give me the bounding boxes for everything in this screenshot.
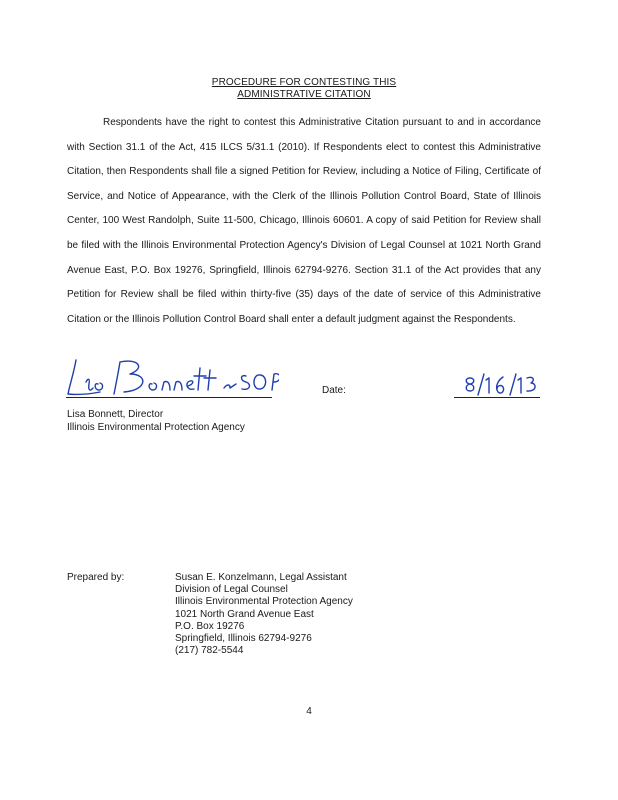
handwritten-date	[462, 372, 540, 398]
prepared-by-line: Susan E. Konzelmann, Legal Assistant	[175, 572, 347, 583]
date-line	[454, 397, 540, 398]
signature-line	[66, 397, 272, 398]
prepared-by-block	[175, 572, 353, 657]
prepared-by-line: P.O. Box 19276	[175, 620, 245, 632]
title-line-1: PROCEDURE FOR CONTESTING THIS	[211, 77, 397, 88]
page-number: 4	[306, 706, 312, 717]
prepared-by-label: Prepared by:	[67, 572, 125, 583]
signer-organization: Illinois Environmental Protection Agency	[67, 422, 245, 433]
prepared-by-line: Illinois Environmental Protection Agency	[175, 596, 353, 608]
date-label: Date:	[322, 385, 346, 396]
prepared-by-line: Springfield, Illinois 62794-9276	[175, 633, 312, 645]
prepared-by-line: Division of Legal Counsel	[175, 584, 288, 596]
prepared-by-line: 1021 North Grand Avenue East	[175, 608, 314, 620]
prepared-by-line: (217) 782-5544	[175, 645, 244, 657]
procedure-paragraph: Respondents have the right to contest this Administrative Citation pursuant to and in accordance with Section 31.1 of the Act, 415 ILCS 5/31.1 (2010). If Respondents elect to contest this Administrative Citation, then Respondents shall file a signed Petition for Review, including a Notice of Filing, Certificate of Service, and Notice of Appearance, with the Clerk of the Illinois Pollution Control Board, State of Illinois Center, 100 West Randolph, Suite 11-500, Chicago, Illinois 60601. A copy of said Petition for Review shall be filed with the Illinois Environmental Protection Agency's Division of Legal Counsel at 1021 North Grand Avenue East, P.O. Box 19276, Springfield, Illinois 62794-9276. Section 31.1 of the Act provides that any Petition for Review shall be filed within thirty-five (35) days of the date of service of this Administrative Citation or the Illinois Pollution Control Board shall enter a default judgment against the Respondents.	[67, 117, 541, 325]
signer-name: Lisa Bonnett, Director	[67, 409, 164, 420]
title-line-2: ADMINISTRATIVE CITATION	[237, 89, 371, 100]
